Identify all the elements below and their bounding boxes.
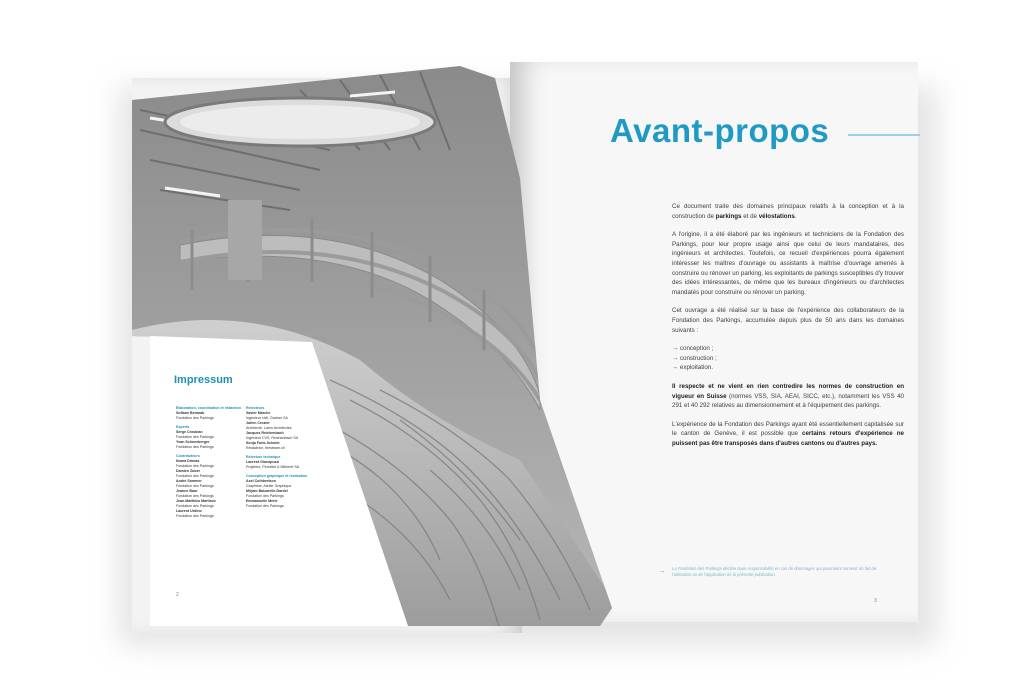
imp-detail: Fondation des Parkings — [176, 435, 214, 439]
imp-role: Conception graphique et réalisation — [246, 474, 308, 478]
imp-name: Laurent Giacopuzzi — [246, 460, 280, 464]
imp-detail: Projeteur, Perrottet & Millerret SA — [246, 465, 300, 469]
imp-name: Damien Zuber — [176, 469, 200, 473]
paragraph-1: Ce document traite des domaines principaux relatifs à la conception et à la construction de parkings et de vélostations. — [672, 203, 904, 220]
imp-role: Relecture technique — [246, 455, 281, 459]
imp-role: Relecteurs — [246, 406, 265, 410]
left-page-number: 2 — [176, 592, 179, 598]
imp-detail: Ingénieur civil, Gartner SA — [246, 416, 288, 420]
impressum-title: Impressum — [174, 374, 233, 386]
imp-detail: Fondation des Parkings — [246, 494, 284, 498]
imp-role: Experts — [176, 425, 190, 429]
list-item: → conception ; — [672, 345, 714, 353]
title-rule — [848, 134, 920, 136]
imp-name: Julien Crozier — [246, 421, 270, 425]
paragraph-3: Cet ouvrage a été réalisé sur la base de l'expérience des collaborateurs de la Fondation des Parkings, accumulée depuis plus de 50 ans dans les domaines suivants : — [672, 307, 904, 334]
imp-detail: Architecte, Lamo Architectes — [246, 426, 292, 430]
page-title: Avant-propos — [610, 112, 830, 149]
disclaimer-footnote: La Fondation des Parkings décline toute responsabilité en cas de dommages qui pourraient survenir du fait de l'utilisation ou de l'application de la présente publication. — [672, 566, 877, 577]
imp-name: Jean-Matthieu Martinez — [176, 499, 216, 503]
imp-detail: Fondation des Parkings — [176, 416, 214, 420]
imp-detail: Fondation des Parkings — [176, 514, 214, 518]
imp-name: Sofiane Benarab — [176, 411, 205, 415]
list-item: → construction ; — [672, 354, 717, 362]
imp-name: Mirjam Balzarelle-Dardel — [246, 489, 288, 493]
paragraph-5: L'expérience de la Fondation des Parkings ayant été essentiellement capitalisée sur le canton de Genève, il est possible que certains retours d'expérience ne puissent pas être transposés dans d'autres cantons ou d'autres pays. — [672, 420, 904, 447]
paragraph-2: A l'origine, il a été élaboré par les ingénieurs et techniciens de la Fondation des Parkings, pour leur propre usage ainsi que celui de leurs mandataires, des ingénieurs et architectes. Toutefois, ce recueil d'expériences pourra également intéresser les maîtres d'ouvrage ou assistants à maîtrise d'ouvrage amenés à construire ou rénover un parking, les exploitants de parkings susceptibles d'y trouver des idées intéressantes, de même que les bureaux d'ingénieurs ou d'architectes mandatés pour construire ou rénover un parking. — [672, 231, 904, 296]
imp-name: Laurent Urdino — [176, 509, 202, 513]
imp-name: Xavier Marche — [246, 411, 271, 415]
imp-name: Emmanuelle Merle — [246, 499, 278, 503]
imp-detail: Fondation des Parkings — [176, 464, 214, 468]
imp-detail: Rédactrice, thesteam.ch — [246, 446, 285, 450]
imp-name: Jeanne Baur — [176, 489, 198, 493]
imp-detail: Ingénieur CVS, Reichenbach SA — [246, 436, 299, 440]
imp-name: André Sommer — [176, 479, 202, 483]
impressum-column-1 — [176, 402, 242, 519]
imp-name: Axel Cuthbertson — [246, 479, 276, 483]
imp-detail: Graphiste, Atelier Graphique — [246, 484, 292, 488]
arrow-right-icon: → — [658, 566, 666, 575]
list-item: → exploitation. — [672, 364, 713, 372]
imp-name: Yvan Schneeberger — [176, 440, 210, 444]
imp-name: Ileana Drimas — [176, 459, 200, 463]
impressum-column-2 — [246, 402, 316, 509]
domain-list — [672, 344, 904, 373]
paragraph-4: Il respecte et ne vient en rien contredire les normes de construction en vigueur en Suisse (normes VSS, SIA, AEAI, SICC, etc.), notamment les VSS 40 291 et 40 292 relatives au dimensionnement et à l'équipement des parkings. — [672, 382, 904, 410]
imp-role: Élaboration, coordination et rédaction — [176, 406, 241, 410]
imp-name: Serge Crosbian — [176, 430, 203, 434]
foreword-body — [672, 202, 904, 457]
right-page-number: 3 — [874, 598, 877, 604]
imp-detail: Fondation des Parkings — [246, 504, 284, 508]
imp-detail: Fondation des Parkings — [176, 504, 214, 508]
imp-detail: Fondation des Parkings — [176, 484, 214, 488]
imp-name: Jacques Reichenbach — [246, 431, 284, 435]
imp-name: Sonja Funk-Scholer — [246, 441, 280, 445]
imp-detail: Fondation des Parkings — [176, 494, 214, 498]
imp-detail: Fondation des Parkings — [176, 445, 214, 449]
imp-detail: Fondation des Parkings — [176, 474, 214, 478]
imp-role: Contributeurs — [176, 454, 200, 458]
